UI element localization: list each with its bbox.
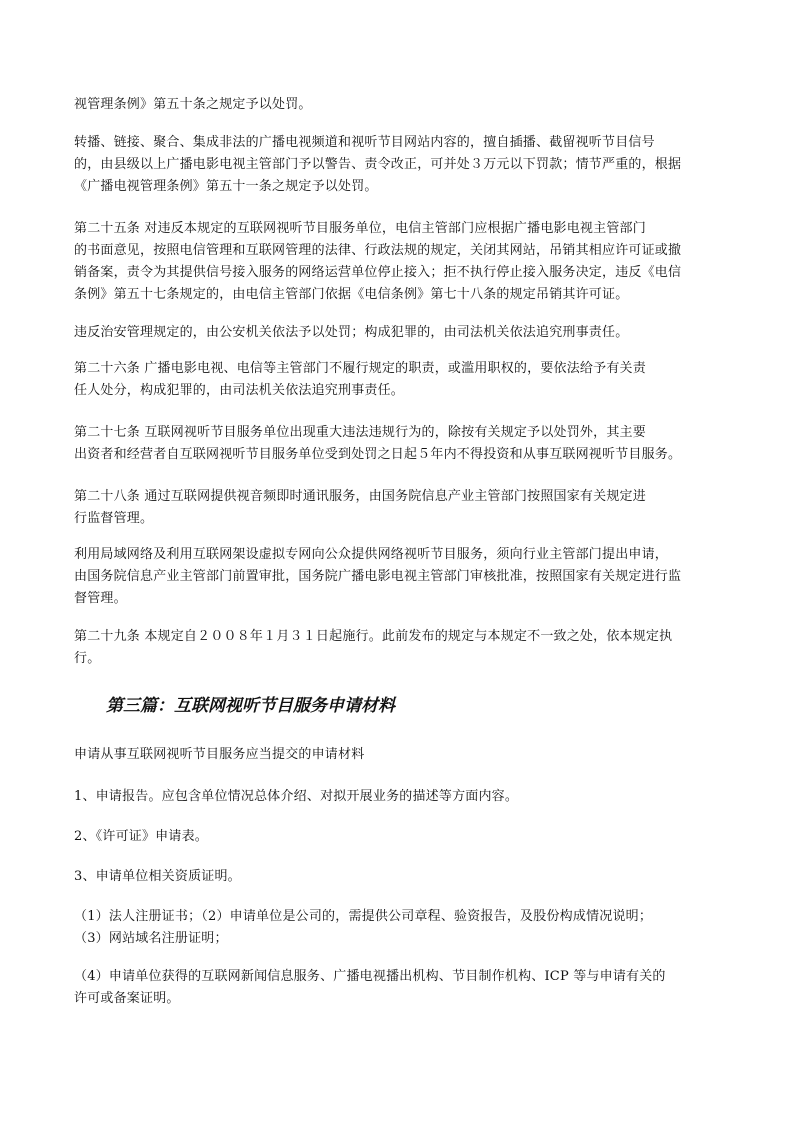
materials-item	[74, 866, 726, 888]
text-line: 1、申请报告。应包含单位情况总体介绍、对拟开展业务的描述等方面内容。	[74, 789, 519, 804]
section-heading: 第三篇：互联网视听节目服务申请材料	[106, 696, 395, 716]
paragraph	[74, 422, 726, 466]
text-line: 第二十六条 广播电影电视、电信等主管部门不履行规定的职责，或滥用职权的，要依法给予有关责	[74, 361, 646, 376]
text-line: 利用局域网络及利用互联网架设虚拟专网向公众提供网络视听节目服务，须向行业主管部门提出申请，	[74, 547, 669, 562]
text-line: 销备案，责令为其提供信号接入服务的网络运营单位停止接入；拒不执行停止接入服务决定，违反《电信	[74, 265, 682, 280]
text-line: （1）法人注册证书；（2）申请单位是公司的，需提供公司章程、验资报告，及股份构成情况说明；	[74, 909, 653, 924]
materials-item	[74, 826, 726, 848]
materials-item	[74, 786, 726, 808]
materials-intro	[74, 744, 726, 766]
text-line: 《广播电视管理条例》第五十一条之规定予以处罚。	[74, 179, 378, 194]
paragraph	[74, 218, 726, 306]
paragraph	[74, 544, 726, 610]
paragraph	[74, 486, 726, 530]
text-line: 视管理条例》第五十条之规定予以处罚。	[74, 97, 312, 112]
paragraph	[74, 322, 726, 344]
paragraph	[74, 94, 726, 116]
text-line: （3）网站域名注册证明；	[74, 931, 228, 946]
materials-item	[74, 966, 726, 1010]
text-line: 第二十九条 本规定自２００８年１月３１日起施行。此前发布的规定与本规定不一致之处，依本规定执	[74, 629, 673, 644]
text-line: 行。	[74, 651, 101, 666]
text-line: 的，由县级以上广播电影电视主管部门予以警告、责令改正，可并处３万元以下罚款；情节严重的，根据	[74, 157, 682, 172]
text-line: 2、《许可证》申请表。	[74, 829, 208, 844]
text-line: 许可或备案证明。	[74, 991, 180, 1006]
text-line: 由国务院信息产业主管部门前置审批，国务院广播电影电视主管部门审核批准，按照国家有关规定进行监	[74, 569, 682, 584]
text-line: 的书面意见，按照电信管理和互联网管理的法律、行政法规的规定，关闭其网站，吊销其相应许可证或撤	[74, 243, 682, 258]
text-line: 督管理。	[74, 591, 127, 606]
text-line: 行监督管理。	[74, 511, 154, 526]
paragraph	[74, 626, 726, 670]
text-line: 第二十八条 通过互联网提供视音频即时通讯服务，由国务院信息产业主管部门按照国家有关规定进	[74, 489, 646, 504]
text-line: 申请从事互联网视听节目服务应当提交的申请材料	[74, 747, 365, 762]
text-line: 违反治安管理规定的，由公安机关依法予以处罚；构成犯罪的，由司法机关依法追究刑事责任。	[74, 325, 629, 340]
text-line: 条例》第五十七条规定的，由电信主管部门依据《电信条例》第七十八条的规定吊销其许可证。	[74, 287, 629, 302]
text-line: 第二十七条 互联网视听节目服务单位出现重大违法违规行为的，除按有关规定予以处罚外，其主要	[74, 425, 646, 440]
text-line: 第二十五条 对违反本规定的互联网视听节目服务单位，电信主管部门应根据广播电影电视主管部门	[74, 221, 646, 236]
text-line: 转播、链接、聚合、集成非法的广播电视频道和视听节目网站内容的，擅自插播、截留视听节目信号	[74, 135, 655, 150]
paragraph	[74, 132, 726, 198]
materials-item	[74, 906, 726, 950]
text-line: 任人处分，构成犯罪的，由司法机关依法追究刑事责任。	[74, 383, 405, 398]
text-line: （4）申请单位获得的互联网新闻信息服务、广播电视播出机构、节目制作机构、ICP 等与申请有关的	[74, 969, 666, 984]
text-line: 3、申请单位相关资质证明。	[74, 869, 241, 884]
paragraph	[74, 358, 726, 402]
text-line: 出资者和经营者自互联网视听节目服务单位受到处罚之日起５年内不得投资和从事互联网视听节目服务。	[74, 447, 682, 462]
